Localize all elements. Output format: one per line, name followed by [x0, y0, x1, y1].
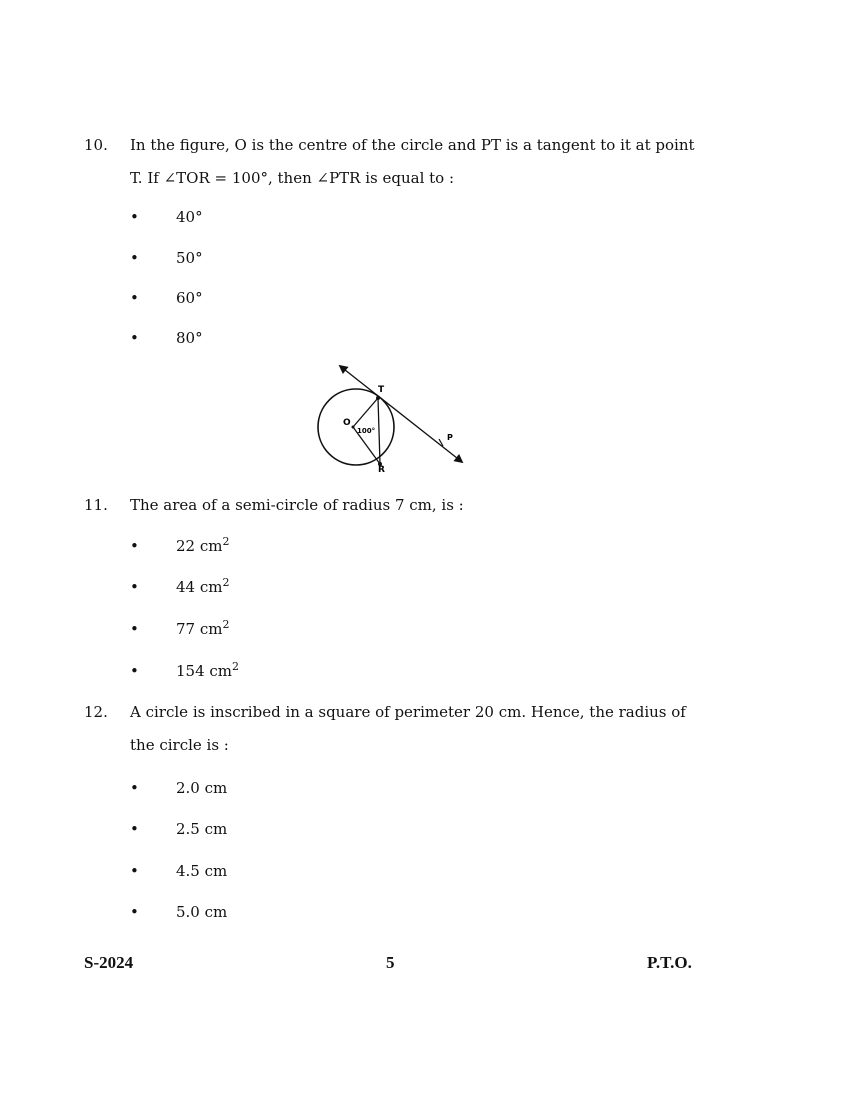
option-text: [176, 537, 229, 555]
option-text: [176, 620, 229, 638]
question-text-line-1: In the figure, O is the centre of the circle and PT is a tangent to it at point: [130, 136, 695, 154]
circle: [318, 389, 394, 465]
option-text: 50°: [176, 249, 203, 267]
label-p: P: [447, 433, 453, 442]
chord-tr: [378, 398, 380, 464]
circle-tangent-figure: [310, 360, 470, 475]
bullet: •: [130, 779, 139, 797]
option-value: 154 cm: [176, 662, 233, 680]
question-text: [130, 696, 704, 762]
bullet: •: [130, 537, 139, 555]
bullet: •: [130, 208, 139, 226]
option-text: 2.5 cm: [176, 820, 228, 838]
option-text: 40°: [176, 208, 203, 226]
bullet: •: [130, 289, 139, 307]
tangent-line: [340, 366, 462, 462]
option-text: 60°: [176, 289, 203, 307]
footer-page-number: 5: [386, 953, 395, 972]
option-value: 77 cm: [176, 620, 223, 638]
label-t: T: [378, 385, 385, 395]
question-number: 10.: [84, 136, 108, 154]
bullet: •: [130, 249, 139, 267]
bullet: •: [130, 578, 139, 596]
option-text: 80°: [176, 329, 203, 347]
label-angle: 100°: [357, 427, 376, 435]
question-text-line-2: the circle is :: [130, 736, 229, 754]
bullet: •: [130, 820, 139, 838]
unit-superscript: 2: [222, 618, 230, 631]
point-o: [352, 426, 355, 429]
bullet: •: [130, 620, 139, 638]
label-r: R: [378, 465, 385, 475]
question-number: 12.: [84, 703, 108, 721]
footer-code: S-2024: [84, 953, 134, 972]
footer-pto: P.T.O.: [647, 953, 692, 972]
unit-superscript: 2: [222, 535, 230, 548]
unit-superscript: 2: [232, 660, 240, 673]
question-11: [84, 496, 704, 522]
point-t: [376, 396, 380, 400]
question-text: [130, 129, 704, 195]
bullet: •: [130, 329, 139, 347]
unit-superscript: 2: [222, 576, 230, 589]
question-text-line-1: A circle is inscribed in a square of perimeter 20 cm. Hence, the radius of: [130, 703, 686, 721]
option-text: 4.5 cm: [176, 862, 228, 880]
label-o: O: [343, 418, 351, 428]
question-text-line-2: T. If ∠TOR = 100°, then ∠PTR is equal to :: [130, 169, 455, 187]
option-text: [176, 578, 229, 596]
option-text: [176, 662, 239, 680]
option-text: 5.0 cm: [176, 903, 228, 921]
option-value: 44 cm: [176, 578, 223, 596]
option-value: 22 cm: [176, 537, 223, 555]
option-text: 2.0 cm: [176, 779, 228, 797]
question-10: [84, 136, 704, 195]
bullet: •: [130, 862, 139, 880]
question-12: [84, 703, 704, 762]
bullet: •: [130, 662, 139, 680]
radius-ot: [353, 398, 378, 427]
question-number: 11.: [84, 496, 108, 514]
question-text: [130, 489, 704, 522]
bullet: •: [130, 903, 139, 921]
question-text-line-1: The area of a semi-circle of radius 7 cm, is :: [130, 496, 464, 514]
